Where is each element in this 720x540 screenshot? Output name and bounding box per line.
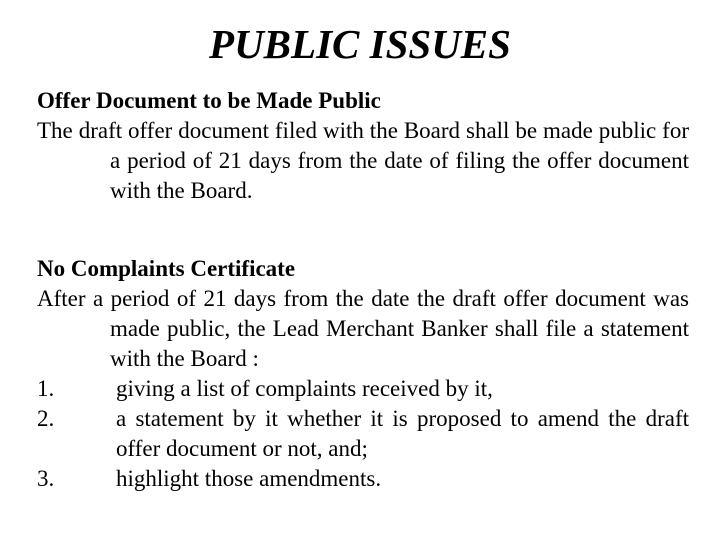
list-item — [37, 404, 689, 464]
section-text-offer-document: The draft offer document filed with the Board shall be made public for a period of 21 days from the date of filing the offer document with the Board. — [37, 118, 689, 203]
list-item-text: highlight those amendments. — [116, 466, 382, 491]
list-item-number: 2. — [37, 406, 55, 431]
section-heading-no-complaints: No Complaints Certificate — [37, 256, 296, 281]
section-heading-offer-document: Offer Document to be Made Public — [37, 88, 381, 113]
section-offer-document — [37, 86, 689, 206]
list-item — [37, 464, 689, 494]
list-item-text: giving a list of complaints received by it, — [116, 376, 493, 401]
list-item-text: a statement by it whether it is proposed to amend the draft offer document or not, and; — [116, 406, 689, 461]
list-item-number: 3. — [37, 466, 55, 491]
list-item-number: 1. — [37, 376, 55, 401]
section-text-no-complaints: After a period of 21 days from the date the draft offer document was made public, the Lead Merchant Banker shall file a statement with the Board : — [37, 286, 689, 371]
section-no-complaints — [37, 254, 689, 494]
list-item — [37, 374, 689, 404]
slide-title: PUBLIC ISSUES — [209, 21, 511, 67]
